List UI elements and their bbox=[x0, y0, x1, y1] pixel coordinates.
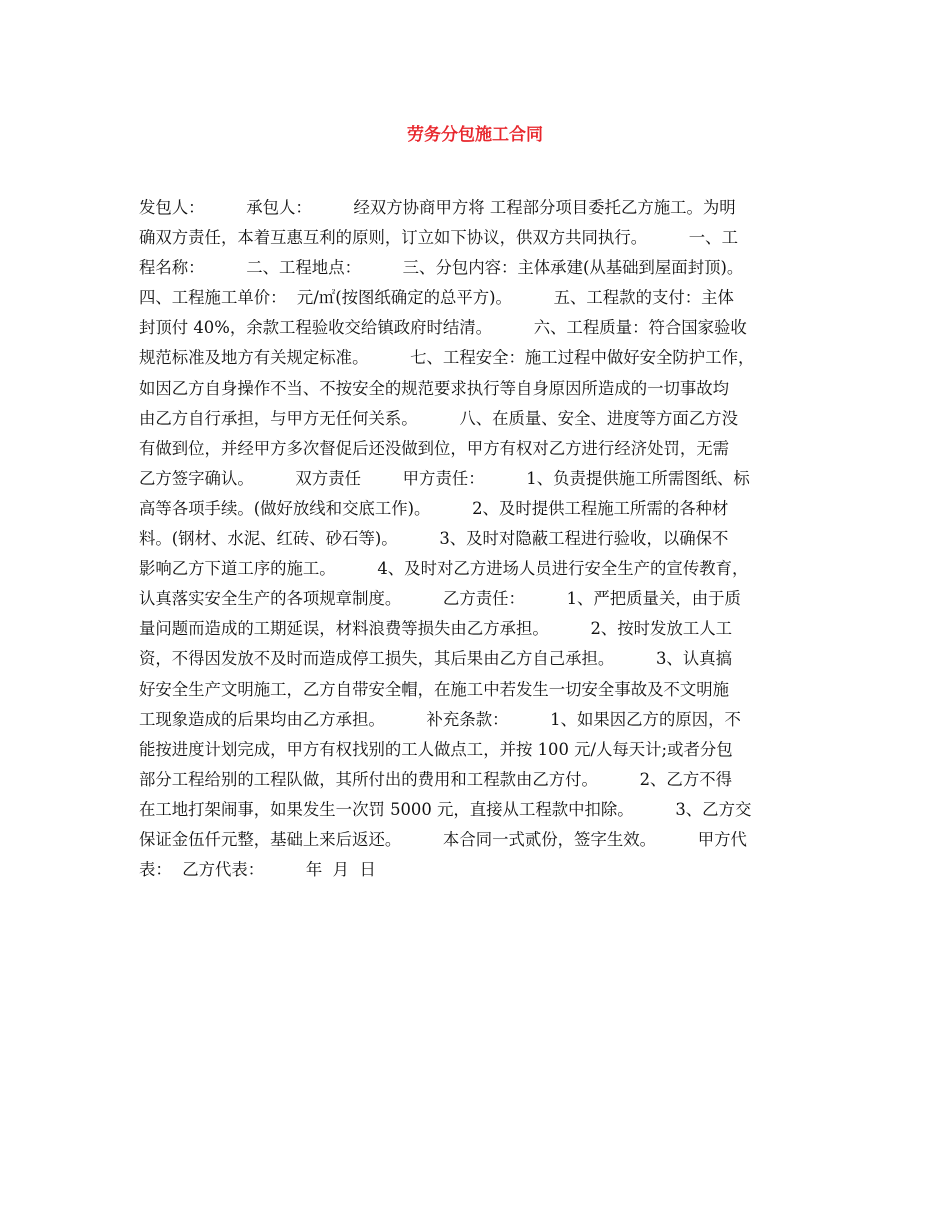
document-line: 好安全生产文明施工，乙方自带安全帽，在施工中若发生一切安全事故及不文明施 bbox=[139, 679, 730, 699]
document-line: 四、工程施工单价： 元/㎡(按图纸确定的总平方)。 五、工程款的支付：主体 bbox=[139, 288, 734, 308]
document-line: 程名称： 二、工程地点： 三、分包内容：主体承建(从基础到屋面封顶)。 bbox=[139, 258, 744, 278]
document-line: 乙方签字确认。 双方责任 甲方责任： 1、负责提供施工所需图纸、标 bbox=[139, 468, 750, 488]
document-line: 量问题而造成的工期延误，材料浪费等损失由乙方承担。 2、按时发放工人工 bbox=[139, 619, 732, 639]
document-line: 封顶付 40%，余款工程验收交给镇政府时结清。 六、工程质量：符合国家验收 bbox=[139, 318, 747, 338]
document-line: 部分工程给别的工程队做，其所付出的费用和工程款由乙方付。 2、乙方不得 bbox=[139, 769, 732, 789]
document-line: 料。(钢材、水泥、红砖、砂石等)。 3、及时对隐蔽工程进行验收，以确保不 bbox=[139, 529, 729, 549]
document-line: 在工地打架闹事，如果发生一次罚 5000 元，直接从工程款中扣除。 3、乙方交 bbox=[139, 799, 752, 819]
document-line: 由乙方自行承担，与甲方无任何关系。 八、在质量、安全、进度等方面乙方没 bbox=[139, 408, 738, 428]
document-line: 有做到位，并经甲方多次督促后还没做到位，甲方有权对乙方进行经济处罚，无需 bbox=[139, 438, 730, 458]
document-line: 发包人： 承包人： 经双方协商甲方将 工程部分项目委托乙方施工。为明 bbox=[139, 198, 736, 217]
document-title: 劳务分包施工合同 bbox=[407, 125, 543, 145]
document-line: 高等各项手续。(做好放线和交底工作)。 2、及时提供工程施工所需的各种材 bbox=[139, 498, 729, 518]
document-line: 如因乙方自身操作不当、不按安全的规范要求执行等自身原因所造成的一切事故均 bbox=[139, 378, 730, 398]
document-line: 保证金伍仟元整，基础上来后返还。 本合同一式贰份，签字生效。 甲方代 bbox=[139, 829, 747, 849]
document-line: 认真落实安全生产的各项规章制度。 乙方责任： 1、严把质量关，由于质 bbox=[139, 589, 741, 609]
document-line: 资，不得因发放不及时而造成停工损失，其后果由乙方自己承担。 3、认真搞 bbox=[139, 649, 732, 669]
document-line: 工现象造成的后果均由乙方承担。 补充条款： 1、如果因乙方的原因，不 bbox=[139, 709, 741, 729]
document-line: 能按进度计划完成，甲方有权找别的工人做点工，并按 100 元/人每天计;或者分包 bbox=[139, 739, 733, 759]
document-body bbox=[139, 193, 819, 885]
document-line: 确双方责任，本着互惠互利的原则，订立如下协议，供双方共同执行。 一、工 bbox=[139, 228, 738, 248]
document-line: 规范标准及地方有关规定标准。 七、工程安全：施工过程中做好安全防护工作， bbox=[139, 348, 755, 368]
document-line: 表： 乙方代表： 年 月 日 bbox=[139, 860, 376, 880]
document-line: 影响乙方下道工序的施工。 4、及时对乙方进场人员进行安全生产的宣传教育， bbox=[139, 559, 749, 579]
